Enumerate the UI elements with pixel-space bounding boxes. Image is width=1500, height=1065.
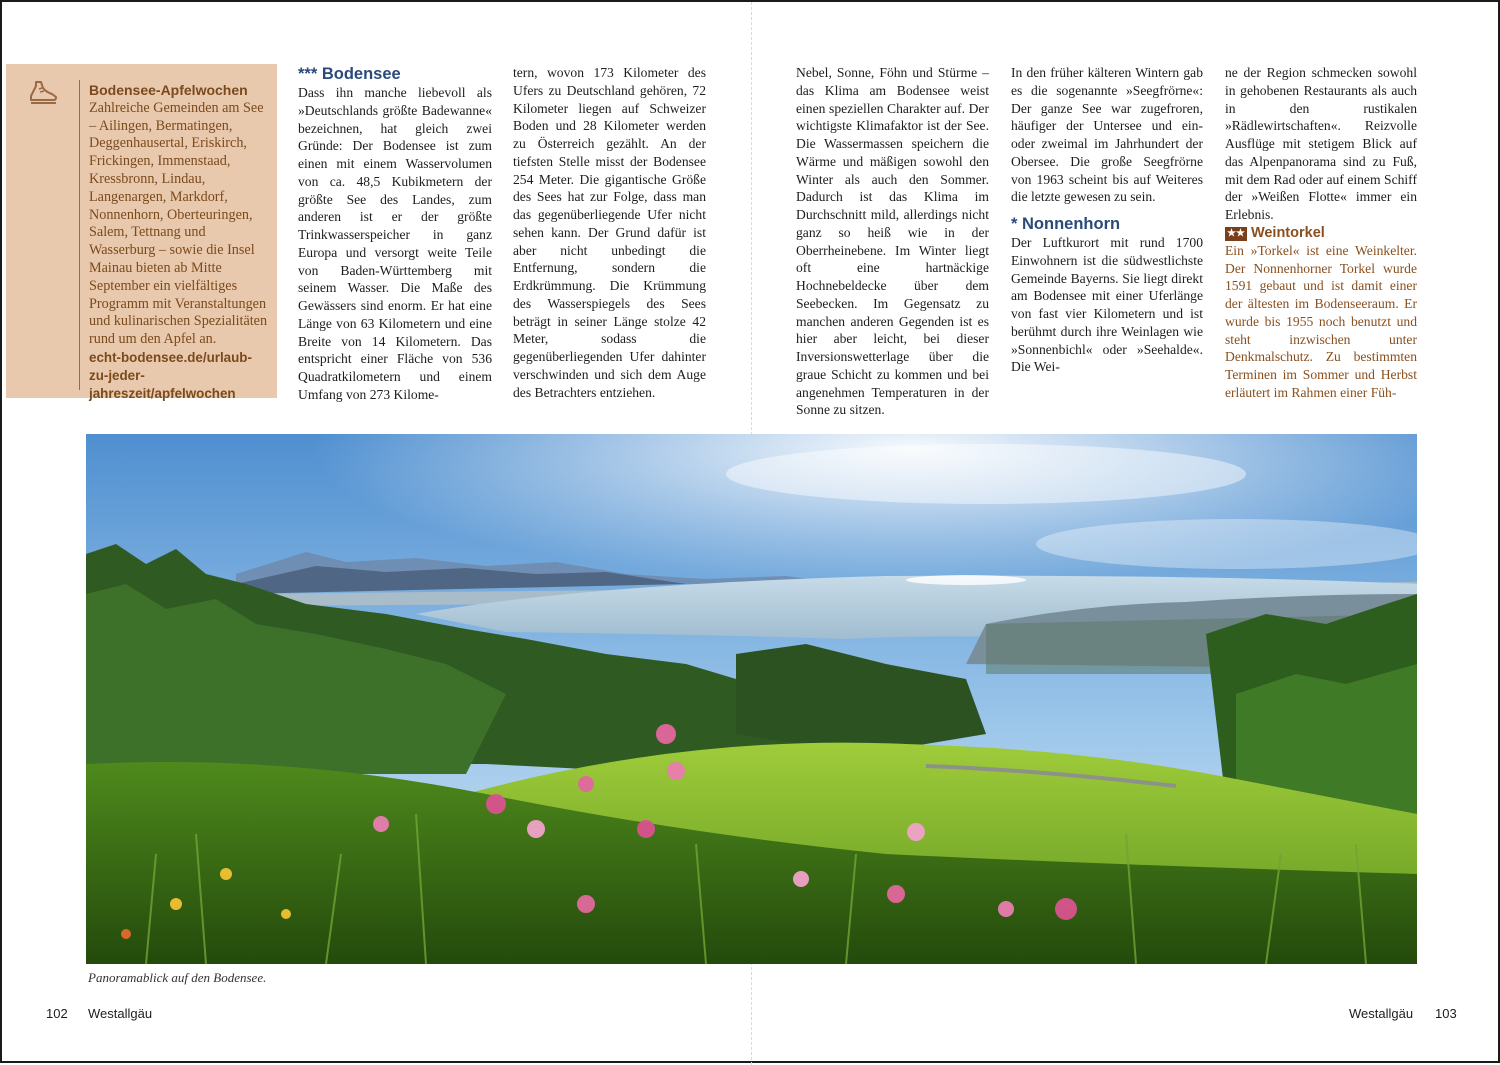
- section-heading-weintorkel: [1225, 224, 1417, 242]
- running-footer-right: Westallgäu: [1349, 1006, 1414, 1021]
- info-box-link[interactable]: echt-bodensee.de/urlaub-zu-jeder-jahreszeit/apfelwochen: [89, 349, 252, 401]
- text-column-5: [1225, 64, 1417, 402]
- text-column-4: [1011, 64, 1203, 376]
- paragraph: Dass ihn manche liebevoll als »Deutschlands größte Badewanne« bezeichnen, hat gleich zwei Gründe: Der Bodensee ist zum einen mit einem Wasservolumen von ca. 48,5 Kubikmetern der größte See des Landes, zum anderen ist er der größte Trinkwasserspeicher in ganz Europa und versorgt weite Teile von Baden-Württemberg mit seinem Wasser. Die Maße des Gewässers sind enorm. Er hat eine Länge von 63 Kilometern und eine Breite von 14 Kilometern. Das entspricht einer Fläche von 536 Quadratkilometern und einem Umfang von 273 Kilome-: [298, 85, 492, 402]
- lake-landscape-illustration: [86, 434, 1417, 964]
- info-box-title: Bodensee-Apfelwochen: [89, 82, 248, 98]
- running-footer-left: Westallgäu: [88, 1006, 153, 1021]
- info-box: [6, 64, 277, 401]
- paragraph: Nebel, Sonne, Föhn und Stürme – das Klima am Bodensee weist einen speziellen Charakter auf. Der wichtigste Klimafaktor ist der See. Die Wassermassen speichern die Wärme und mäßigen sowohl den Winter als auch den Sommer. Dadurch ist das Klima im Durchschnitt mild, allerdings nicht ganz so heiß wie in der Oberrheinebene. Im Winter liegt oft eine hartnäckige Hochnebeldecke über dem Seebecken. Im Gegensatz zu manchen anderen Gegenden ist es hier aber leicht, bei dieser Inversionswetterlage über die graue Schicht zu kommen und bei angenehmen Temperaturen in der Sonne zu sitzen.: [796, 65, 989, 418]
- paragraph: tern, wovon 173 Kilometer des Ufers zu Deutschland gehören, 72 Kilometer liegen auf Schweizer Boden und 28 Kilometer werden zu Österreich gezählt. An der tiefsten Stelle misst der Bodensee 254 Meter. Die gigantische Größe des Sees hat zur Folge, dass man das gegenüberliegende Ufer nicht sehen kann. Der Grund dafür ist aber nicht unbedingt die Entfernung, sondern die Erdkrümmung. Die Krümmung des Wasserspiegels des Sees beträgt in seiner Länge stolze 42 Meter, sodass die gegenüberliegenden Ufer dahinter verschwinden und sich dem Auge des Betrachters entziehen.: [513, 65, 706, 400]
- text-column-3: [796, 64, 989, 419]
- box-divider: [79, 80, 80, 390]
- paragraph: In den früher kälteren Wintern gab es die sogenannte »Seegfrörne«: Der ganze See war zugefroren, häufiger der Untersee und ein- oder zweimal im Jahrhundert der Obersee. Die große Seegfrörne von 1963 scheint bis auf Weiteres die letzte gewesen zu sein.: [1011, 65, 1203, 205]
- paragraph: ne der Region schmecken sowohl in gehobenen Restaurants als auch in den rustikalen »Rädlewirtschaften«. Reizvolle Ausflüge mit stetigem Blick auf das Alpenpanorama sind zu Fuß, mit dem Rad oder auf einem Schiff der »Weißen Flotte« immer ein Erlebnis.: [1225, 65, 1417, 222]
- paragraph: Der Luftkurort mit rund 1700 Einwohnern ist die südwestlichste Gemeinde Bayerns. Sie liegt direkt am Bodensee mit einer Uferlänge von fast vier Kilometern und ist berühmt durch ihre Weinlagen wie »Sonnenbichl« oder »Seehalde«. Die Wei-: [1011, 235, 1203, 375]
- panorama-photo: [86, 434, 1417, 964]
- photo-caption: Panoramablick auf den Bodensee.: [88, 970, 267, 985]
- heading-text: Weintorkel: [1250, 224, 1325, 241]
- section-heading-nonnenhorn: * Nonnenhorn: [1011, 215, 1121, 233]
- shoe-icon: [28, 78, 58, 106]
- page-number-left: 102: [46, 1006, 68, 1021]
- info-box-content: [89, 82, 271, 402]
- info-box-body: Zahlreiche Gemeinden am See – Ailingen, Bermatingen, Deggenhausertal, Eriskirch, Frickingen, Immenstaad, Kressbronn, Lindau, Langenargen, Markdorf, Nonnenhorn, Oberteuringen, Salem, Tettnang und Wasserburg – sowie die Insel Mainau bieten ab Mitte September ein vielfältiges Programm mit Veranstaltungen und kulinarischen Spezialitäten rund um den Apfel an.: [89, 99, 268, 348]
- section-heading-bodensee: *** Bodensee: [298, 65, 401, 83]
- paragraph: Ein »Torkel« ist eine Weinkelter. Der Nonnenhorner Torkel wurde 1591 gebaut und ist damit einer der ältesten im Bodenseeraum. Er wurde bis 1955 noch benutzt und steht inzwischen unter Denkmalschutz. Zu bestimmten Terminen im Sommer und Herbst erläutert im Rahmen einer Füh-: [1225, 242, 1417, 400]
- page-number-right: 103: [1435, 1006, 1457, 1021]
- text-column-2: [513, 64, 706, 401]
- rating-stars: ★★: [1227, 227, 1245, 239]
- text-column-1: [298, 64, 492, 404]
